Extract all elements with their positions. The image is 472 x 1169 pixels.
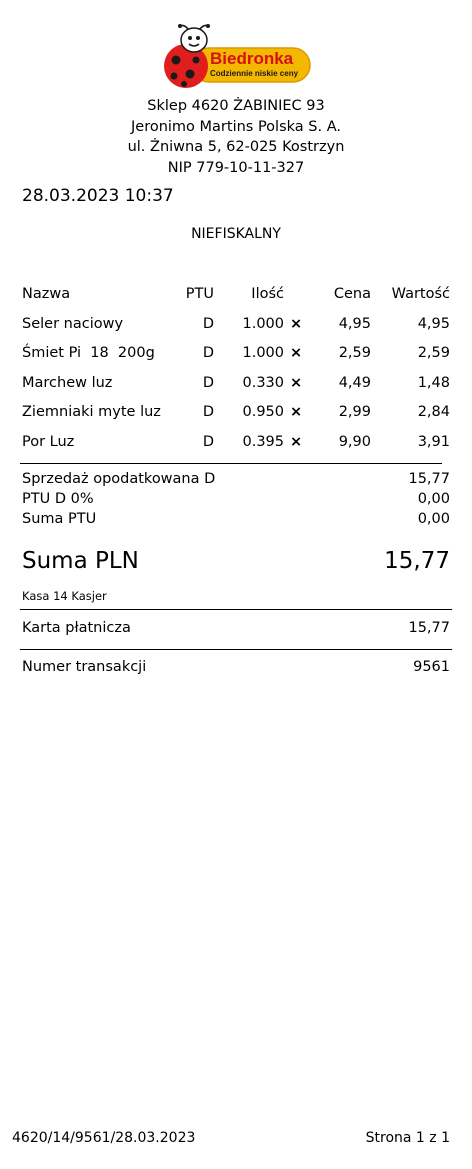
item-row xyxy=(0,316,472,336)
item-value: 4,95 xyxy=(417,316,450,332)
total-value: 15,77 xyxy=(384,548,450,574)
ptu-rate-row xyxy=(22,491,450,511)
item-price: 4,95 xyxy=(338,316,371,332)
item-row xyxy=(0,375,472,395)
ladybug-logo-icon xyxy=(158,22,314,90)
item-ptu: D xyxy=(202,375,214,391)
biedronka-logo xyxy=(158,22,314,90)
item-name: Seler naciowy xyxy=(22,316,124,332)
multiply-sign: × xyxy=(290,375,303,391)
item-ptu: D xyxy=(202,345,214,361)
payment-row xyxy=(22,620,450,640)
header-qty: Ilość xyxy=(251,286,284,302)
item-value: 1,48 xyxy=(417,375,450,391)
divider xyxy=(20,463,442,464)
total-label: Suma PLN xyxy=(22,548,139,574)
transaction-value: 9561 xyxy=(413,659,450,675)
header-ptu: PTU xyxy=(185,286,214,302)
item-ptu: D xyxy=(202,434,214,450)
item-qty: 0.395 xyxy=(242,434,284,450)
ptu-rate-label: PTU D 0% xyxy=(22,491,94,507)
store-line-4: NIP 779-10-11-327 xyxy=(167,159,305,176)
item-name: Ziemniaki myte luz xyxy=(22,404,161,420)
transaction-row xyxy=(22,659,450,679)
store-line-2: Jeronimo Martins Polska S. A. xyxy=(131,118,341,135)
item-price: 2,59 xyxy=(338,345,371,361)
taxed-sales-value: 15,77 xyxy=(408,471,450,487)
register-info: Kasa 14 Kasjer xyxy=(22,589,107,603)
item-name: Śmiet Pi 18 200g xyxy=(22,345,155,361)
header-value: Wartość xyxy=(391,286,450,302)
item-ptu: D xyxy=(202,316,214,332)
item-value: 2,59 xyxy=(417,345,450,361)
item-qty: 1.000 xyxy=(242,345,284,361)
payment-value: 15,77 xyxy=(408,620,450,636)
item-name: Marchew luz xyxy=(22,375,113,391)
multiply-sign: × xyxy=(290,345,303,361)
item-ptu: D xyxy=(202,404,214,420)
ptu-rate-value: 0,00 xyxy=(417,491,450,507)
multiply-sign: × xyxy=(290,316,303,332)
brand-name: Biedronka xyxy=(210,49,294,68)
sum-ptu-label: Suma PTU xyxy=(22,511,97,527)
multiply-sign: × xyxy=(290,404,303,420)
sum-ptu-value: 0,00 xyxy=(417,511,450,527)
store-line-3: ul. Żniwna 5, 62-025 Kostrzyn xyxy=(127,139,345,155)
header-name: Nazwa xyxy=(22,286,71,302)
taxed-sales-row xyxy=(22,471,450,491)
divider xyxy=(20,649,452,650)
item-price: 9,90 xyxy=(338,434,371,450)
nonfiscal-label: NIEFISKALNY xyxy=(191,226,281,242)
item-row xyxy=(0,404,472,424)
multiply-sign: × xyxy=(290,434,303,450)
receipt-datetime: 28.03.2023 10:37 xyxy=(22,186,174,206)
item-value: 3,91 xyxy=(417,434,450,450)
transaction-label: Numer transakcji xyxy=(22,659,147,675)
item-qty: 1.000 xyxy=(242,316,284,332)
item-row xyxy=(0,345,472,365)
store-info xyxy=(0,96,472,178)
page-indicator: Strona 1 z 1 xyxy=(365,1130,450,1146)
item-qty: 0.950 xyxy=(242,404,284,420)
sum-ptu-row xyxy=(22,511,450,531)
store-line-1: Sklep 4620 ŻABINIEC 93 xyxy=(147,98,325,114)
taxed-sales-label: Sprzedaż opodatkowana D xyxy=(22,471,216,487)
item-price: 4,49 xyxy=(338,375,371,391)
item-value: 2,84 xyxy=(417,404,450,420)
divider xyxy=(20,609,452,610)
item-name: Por Luz xyxy=(22,434,75,450)
header-price: Cena xyxy=(333,286,371,302)
item-row xyxy=(0,434,472,454)
item-price: 2,99 xyxy=(338,404,371,420)
receipt-id: 4620/14/9561/28.03.2023 xyxy=(12,1130,196,1146)
brand-slogan: Codziennie niskie ceny xyxy=(210,69,299,78)
payment-label: Karta płatnicza xyxy=(22,620,131,636)
table-header xyxy=(0,286,472,306)
item-qty: 0.330 xyxy=(242,375,284,391)
